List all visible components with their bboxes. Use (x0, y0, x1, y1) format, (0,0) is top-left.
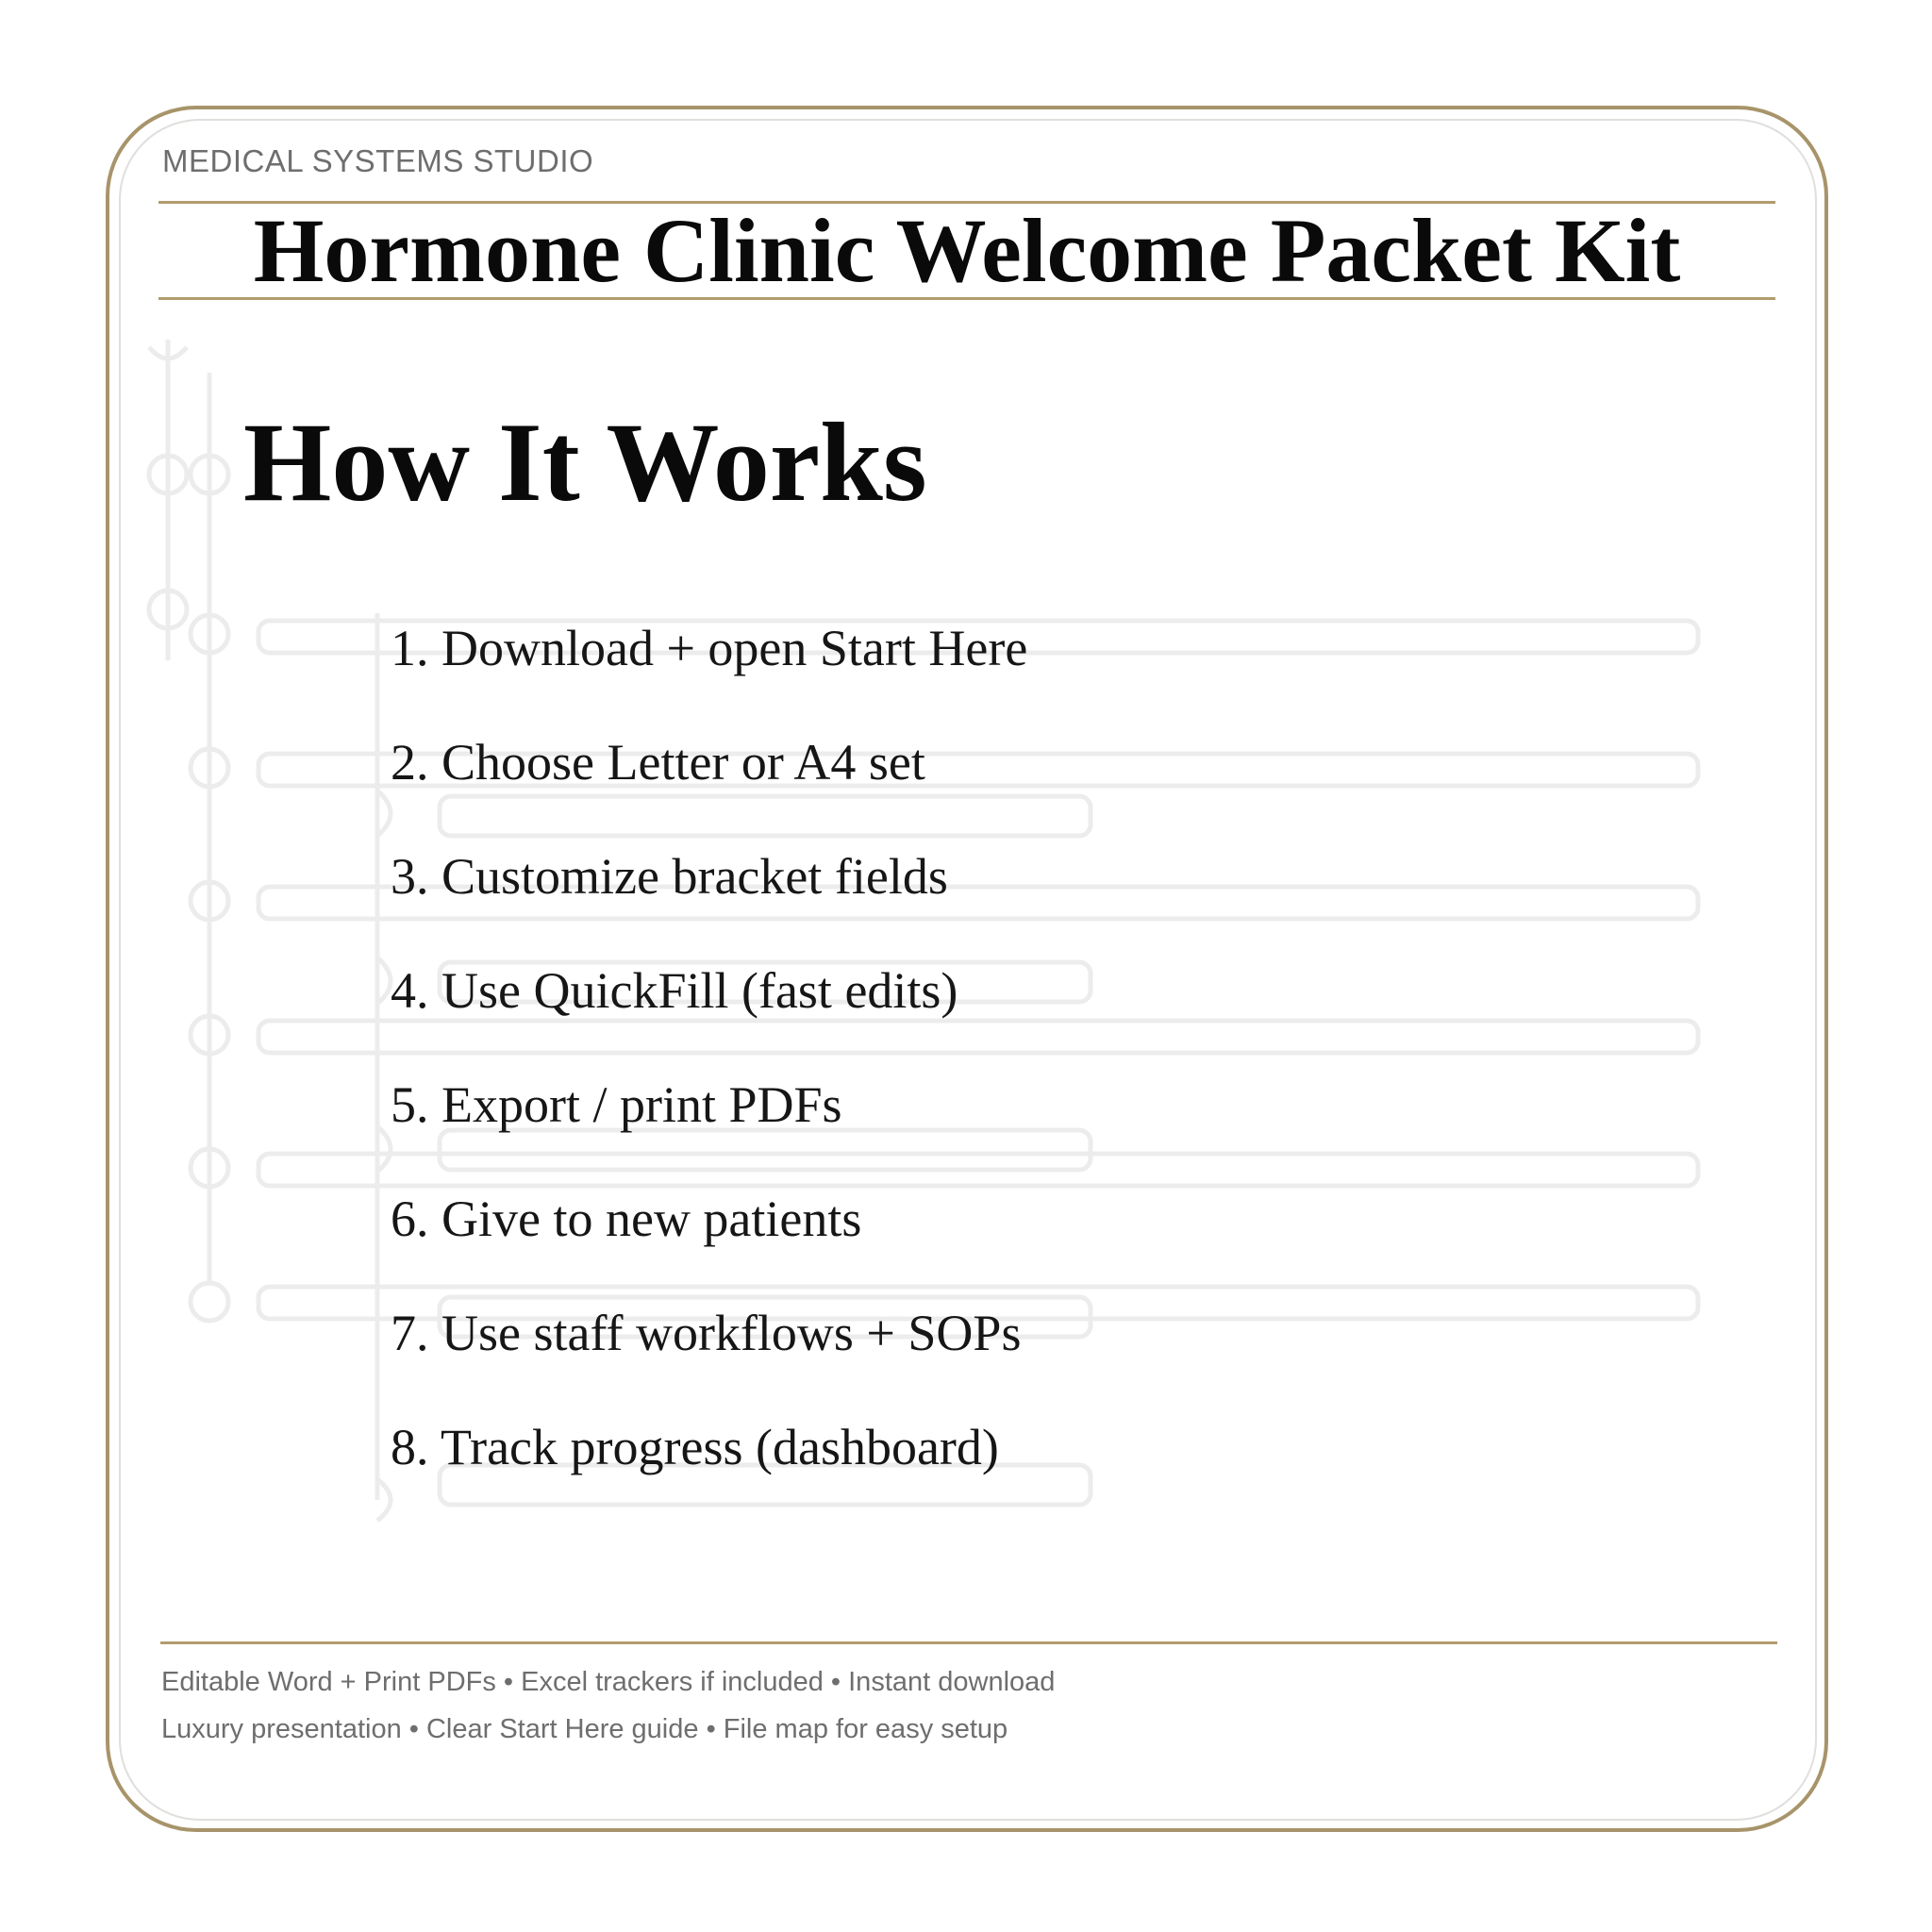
footer-features-line: Editable Word + Print PDFs • Excel trackers if included • Instant download (161, 1667, 1056, 1697)
steps-list (391, 618, 1027, 1531)
step-item: 1. Download + open Start Here (391, 620, 1028, 676)
section-heading: How It Works (243, 399, 927, 525)
footer-benefits-line: Luxury presentation • Clear Start Here guide • File map for easy setup (161, 1714, 1008, 1744)
step-item: 7. Use staff workflows + SOPs (391, 1305, 1022, 1361)
page-title: Hormone Clinic Welcome Packet Kit (253, 200, 1681, 301)
step-item: 2. Choose Letter or A4 set (391, 734, 925, 791)
title-rule-bottom (158, 297, 1775, 300)
step-item: 8. Track progress (dashboard) (391, 1419, 999, 1475)
step-item: 4. Use QuickFill (fast edits) (391, 962, 958, 1019)
footer-rule (160, 1641, 1777, 1644)
step-item: 5. Export / print PDFs (391, 1076, 842, 1133)
brand-name: MEDICAL SYSTEMS STUDIO (162, 143, 594, 178)
step-item: 6. Give to new patients (391, 1191, 862, 1247)
step-item: 3. Customize bracket fields (391, 848, 948, 905)
